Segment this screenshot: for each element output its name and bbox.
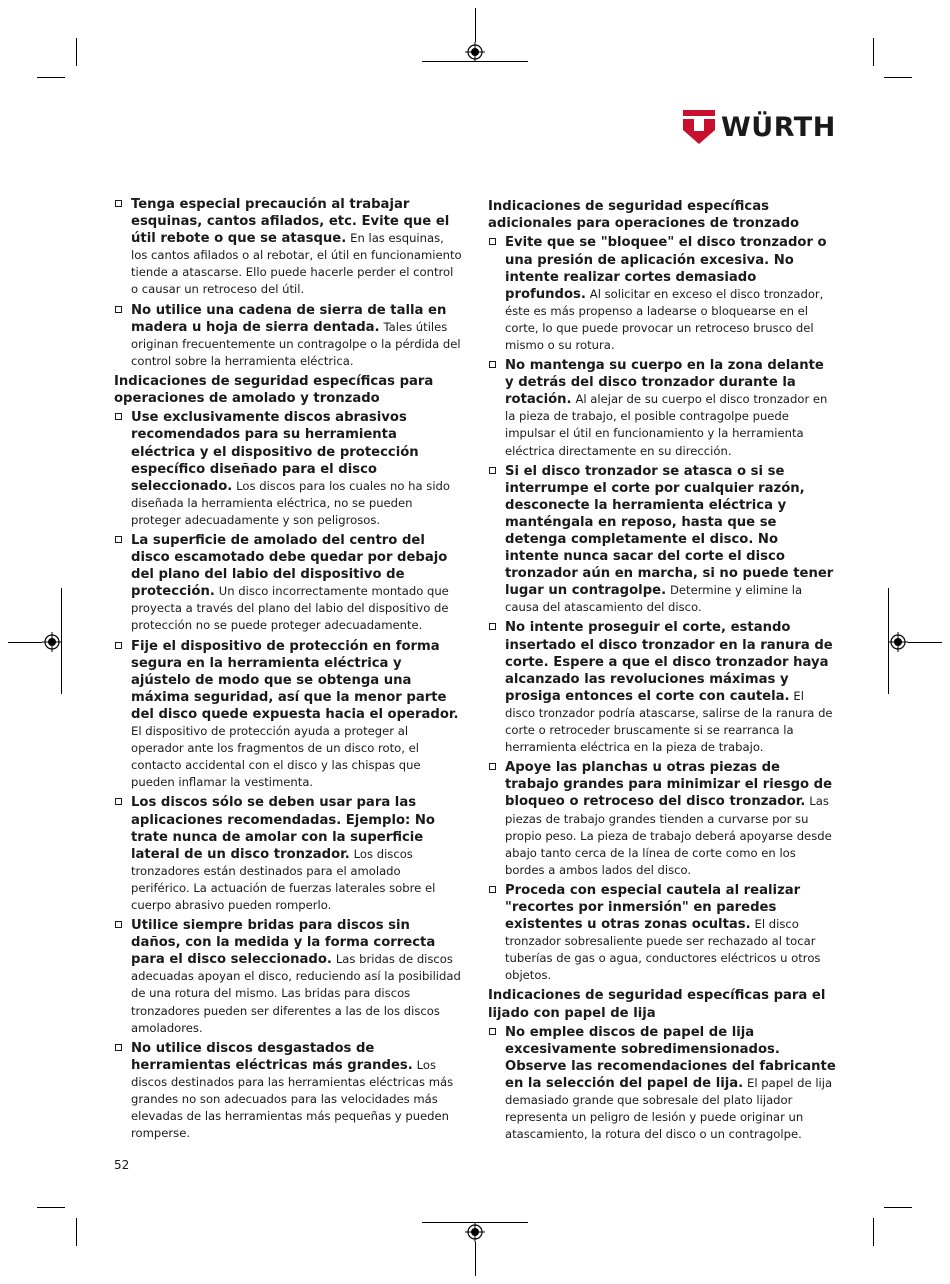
crop-mark [475, 1242, 476, 1276]
checkbox-bullet-icon [115, 1044, 122, 1051]
checkbox-bullet-icon [489, 886, 496, 893]
registration-mark-icon [465, 42, 485, 62]
safety-item-text: Los discos para los cuales no ha sido diseñada la herramienta eléctrica, no se pueden proteger adecuadamente y son peligrosos. [131, 478, 450, 527]
crop-mark [888, 588, 889, 694]
safety-item-bold: Utilice siempre bridas para discos sin daños, con la medida y la forma correcta para el disco seleccionado. [131, 918, 436, 968]
crop-mark [76, 38, 77, 66]
safety-item-bold: Si el disco tronzador se atasca o si se interrumpe el corte por cualquier razón, desconecte la herramienta eléctrica y manténgala en reposo, hasta que se detenga completamente el disco. No intente nunca sacar del corte el disco tronzador aún en marcha, si no puede tener lugar un contragolpe. [505, 463, 834, 599]
wurth-logo-icon [683, 110, 715, 144]
safety-item [488, 234, 836, 354]
safety-item-text: El disco tronzador sobresaliente puede ser rechazado al tocar tuberías de gas o agua, conductores eléctricos u otros objetos. [505, 917, 821, 983]
safety-item-text: El papel de lija demasiado grande que sobresale del plato lijador representa un peligro de lesión y puede originar un atascamiento, la rotura del disco o un contragolpe. [505, 1076, 833, 1142]
checkbox-bullet-icon [489, 238, 496, 245]
crop-mark [8, 642, 42, 643]
safety-item-bold: No utilice una cadena de sierra de talla en madera u hoja de sierra dentada. [131, 302, 447, 335]
checkbox-bullet-icon [115, 536, 122, 543]
registration-mark-icon [465, 1222, 485, 1242]
safety-item-text: Las bridas de discos adecuadas apoyan el disco, reduciendo así la posibilidad de una rotura del mismo. Las bridas para discos tronzadores pueden ser diferentes a las de los discos amoladores. [131, 952, 461, 1035]
crop-mark [908, 642, 942, 643]
right-column [488, 196, 836, 1147]
registration-mark-icon [42, 632, 62, 652]
crop-mark [884, 1207, 912, 1208]
safety-item-text: Los discos destinados para las herramientas eléctricas más grandes no son adecuados para las velocidades más elevadas de las herramientas más pequeñas y pueden romperse. [131, 1057, 454, 1141]
safety-item-text: Un disco incorrectamente montado que proyecta a través del plano del labio del dispositivo de protección no se puede proteger adecuadamente. [131, 584, 449, 633]
safety-item [488, 1024, 836, 1144]
safety-item [114, 302, 462, 370]
safety-item-bold: No mantenga su cuerpo en la zona delante y detrás del disco tronzador durante la rotación. [505, 358, 824, 408]
checkbox-bullet-icon [115, 200, 122, 207]
safety-item-text: Los discos tronzadores están destinados para el amolado periférico. La actuación de fuerzas laterales sobre el cuerpo abrasivo pueden romperlo. [131, 846, 436, 912]
crop-mark [873, 1218, 874, 1246]
checkbox-bullet-icon [115, 642, 122, 649]
safety-item [488, 357, 836, 460]
registration-mark-icon [888, 632, 908, 652]
crop-mark [884, 77, 912, 78]
section-heading: Indicaciones de seguridad específicas adicionales para operaciones de tronzado [488, 199, 800, 232]
safety-item [114, 196, 462, 299]
safety-item-bold: Los discos sólo se deben usar para las aplicaciones recomendadas. Ejemplo: No trate nunca de amolar con la superficie lateral de un disco tronzador. [131, 795, 435, 862]
safety-item [488, 619, 836, 756]
safety-item-text: Las piezas de trabajo grandes tienden a curvarse por su propio peso. La pieza de trabajo deberá apoyarse desde abajo tanto cerca de la línea de corte como en los bordes a ambos lados del disco. [505, 794, 832, 877]
crop-mark [37, 1207, 65, 1208]
safety-item-bold: Proceda con especial cautela al realizar "recortes por inmersión" en paredes existentes u otras zonas ocultas. [505, 882, 801, 933]
safety-item [114, 638, 462, 792]
safety-item [114, 1040, 462, 1143]
safety-item [488, 882, 836, 985]
safety-item-text: El dispositivo de protección ayuda a proteger al operador ante los fragmentos de un disco roto, el contacto accidental con el disco y las chispas que pueden inflamar la vestimenta. [131, 724, 421, 790]
crop-mark [475, 8, 476, 42]
section-heading: Indicaciones de seguridad específicas para operaciones de amolado y tronzado [114, 373, 434, 407]
safety-item [114, 794, 462, 914]
checkbox-bullet-icon [115, 413, 122, 420]
crop-mark [873, 38, 874, 66]
crop-mark [61, 588, 62, 694]
safety-item-text: Al alejar de su cuerpo el disco tronzador en la pieza de trabajo, el posible contragolpe puede impulsar el útil en funcionamiento y la herramienta eléctrica directamente en su dirección. [505, 392, 828, 458]
left-column [114, 196, 462, 1145]
safety-item-bold: Tenga especial precaución al trabajar esquinas, cantos afilados, etc. Evite que el útil rebote o que se atasque. [131, 197, 450, 247]
checkbox-bullet-icon [115, 798, 122, 805]
safety-item [114, 409, 462, 529]
safety-item-bold: Use exclusivamente discos abrasivos recomendados para su herramienta eléctrica y el dispositivo de protección específico diseñado para el disco seleccionado. [131, 410, 419, 494]
checkbox-bullet-icon [489, 467, 496, 474]
brand-name: WÜRTH [721, 111, 836, 143]
checkbox-bullet-icon [489, 1028, 496, 1035]
wurth-logo [683, 110, 836, 144]
checkbox-bullet-icon [115, 306, 122, 313]
safety-item [114, 917, 462, 1037]
checkbox-bullet-icon [489, 361, 496, 368]
safety-item-text: Determine y elimine la causa del atascamiento del disco. [505, 583, 803, 615]
crop-mark [422, 61, 528, 62]
crop-mark [37, 77, 65, 78]
crop-mark [422, 1222, 528, 1223]
safety-item-bold: Evite que se "bloquee" el disco tronzador o una presión de aplicación excesiva. No intente realizar cortes demasiado profundos. [505, 235, 827, 302]
safety-item-bold: No utilice discos desgastados de herramientas eléctricas más grandes. [131, 1040, 413, 1073]
safety-item [488, 759, 836, 879]
safety-item-text: Al solicitar en exceso el disco tronzador, éste es más propenso a ladearse o bloquearse en el corte, lo que puede provocar un retroceso brusco del mismo o su rotura. [505, 286, 824, 352]
checkbox-bullet-icon [489, 763, 496, 770]
checkbox-bullet-icon [489, 623, 496, 630]
safety-item-bold: No emplee discos de papel de lija excesivamente sobredimensionados. Observe las recomendaciones del fabricante en la selección del papel de lija. [505, 1024, 836, 1092]
safety-item-text: En las esquinas, los cantos afilados o al rebotar, el útil en funcionamiento tiende a atascarse. Ello puede hacerle perder el control o causar un retroceso del útil. [131, 231, 462, 297]
safety-item-bold: Apoye las planchas u otras piezas de trabajo grandes para minimizar el riesgo de bloqueo o retroceso del disco tronzador. [505, 760, 833, 810]
safety-item [114, 532, 462, 635]
safety-item-text: El disco tronzador podría atascarse, salirse de la ranura de corte o retroceder bruscamente si se rearranca la herramienta eléctrica en la pieza de trabajo. [505, 688, 833, 755]
safety-item-text: Tales útiles originan frecuentemente un contragolpe o la pérdida del control sobre la herramienta eléctrica. [131, 319, 461, 368]
safety-item-bold: Fije el dispositivo de protección en forma segura en la herramienta eléctrica y ajústelo de modo que se obtenga una máxima seguridad, así que la menor parte del disco quede expuesta hacia el operador. [131, 638, 459, 722]
page-number: 52 [114, 1158, 130, 1172]
safety-item-bold: La superficie de amolado del centro del disco escamotado debe quedar por debajo del plano del labio del dispositivo de protección. [131, 533, 448, 600]
crop-mark [76, 1218, 77, 1246]
safety-item [488, 463, 836, 617]
section-heading: Indicaciones de seguridad específicas para el lijado con papel de lija [488, 988, 826, 1021]
safety-item-bold: No intente proseguir el corte, estando insertado el disco tronzador en la ranura de corte. Espere a que el disco tronzador haya alcanzado las revoluciones máximas y prosiga entonces el corte con cautela. [505, 620, 833, 704]
checkbox-bullet-icon [115, 921, 122, 928]
